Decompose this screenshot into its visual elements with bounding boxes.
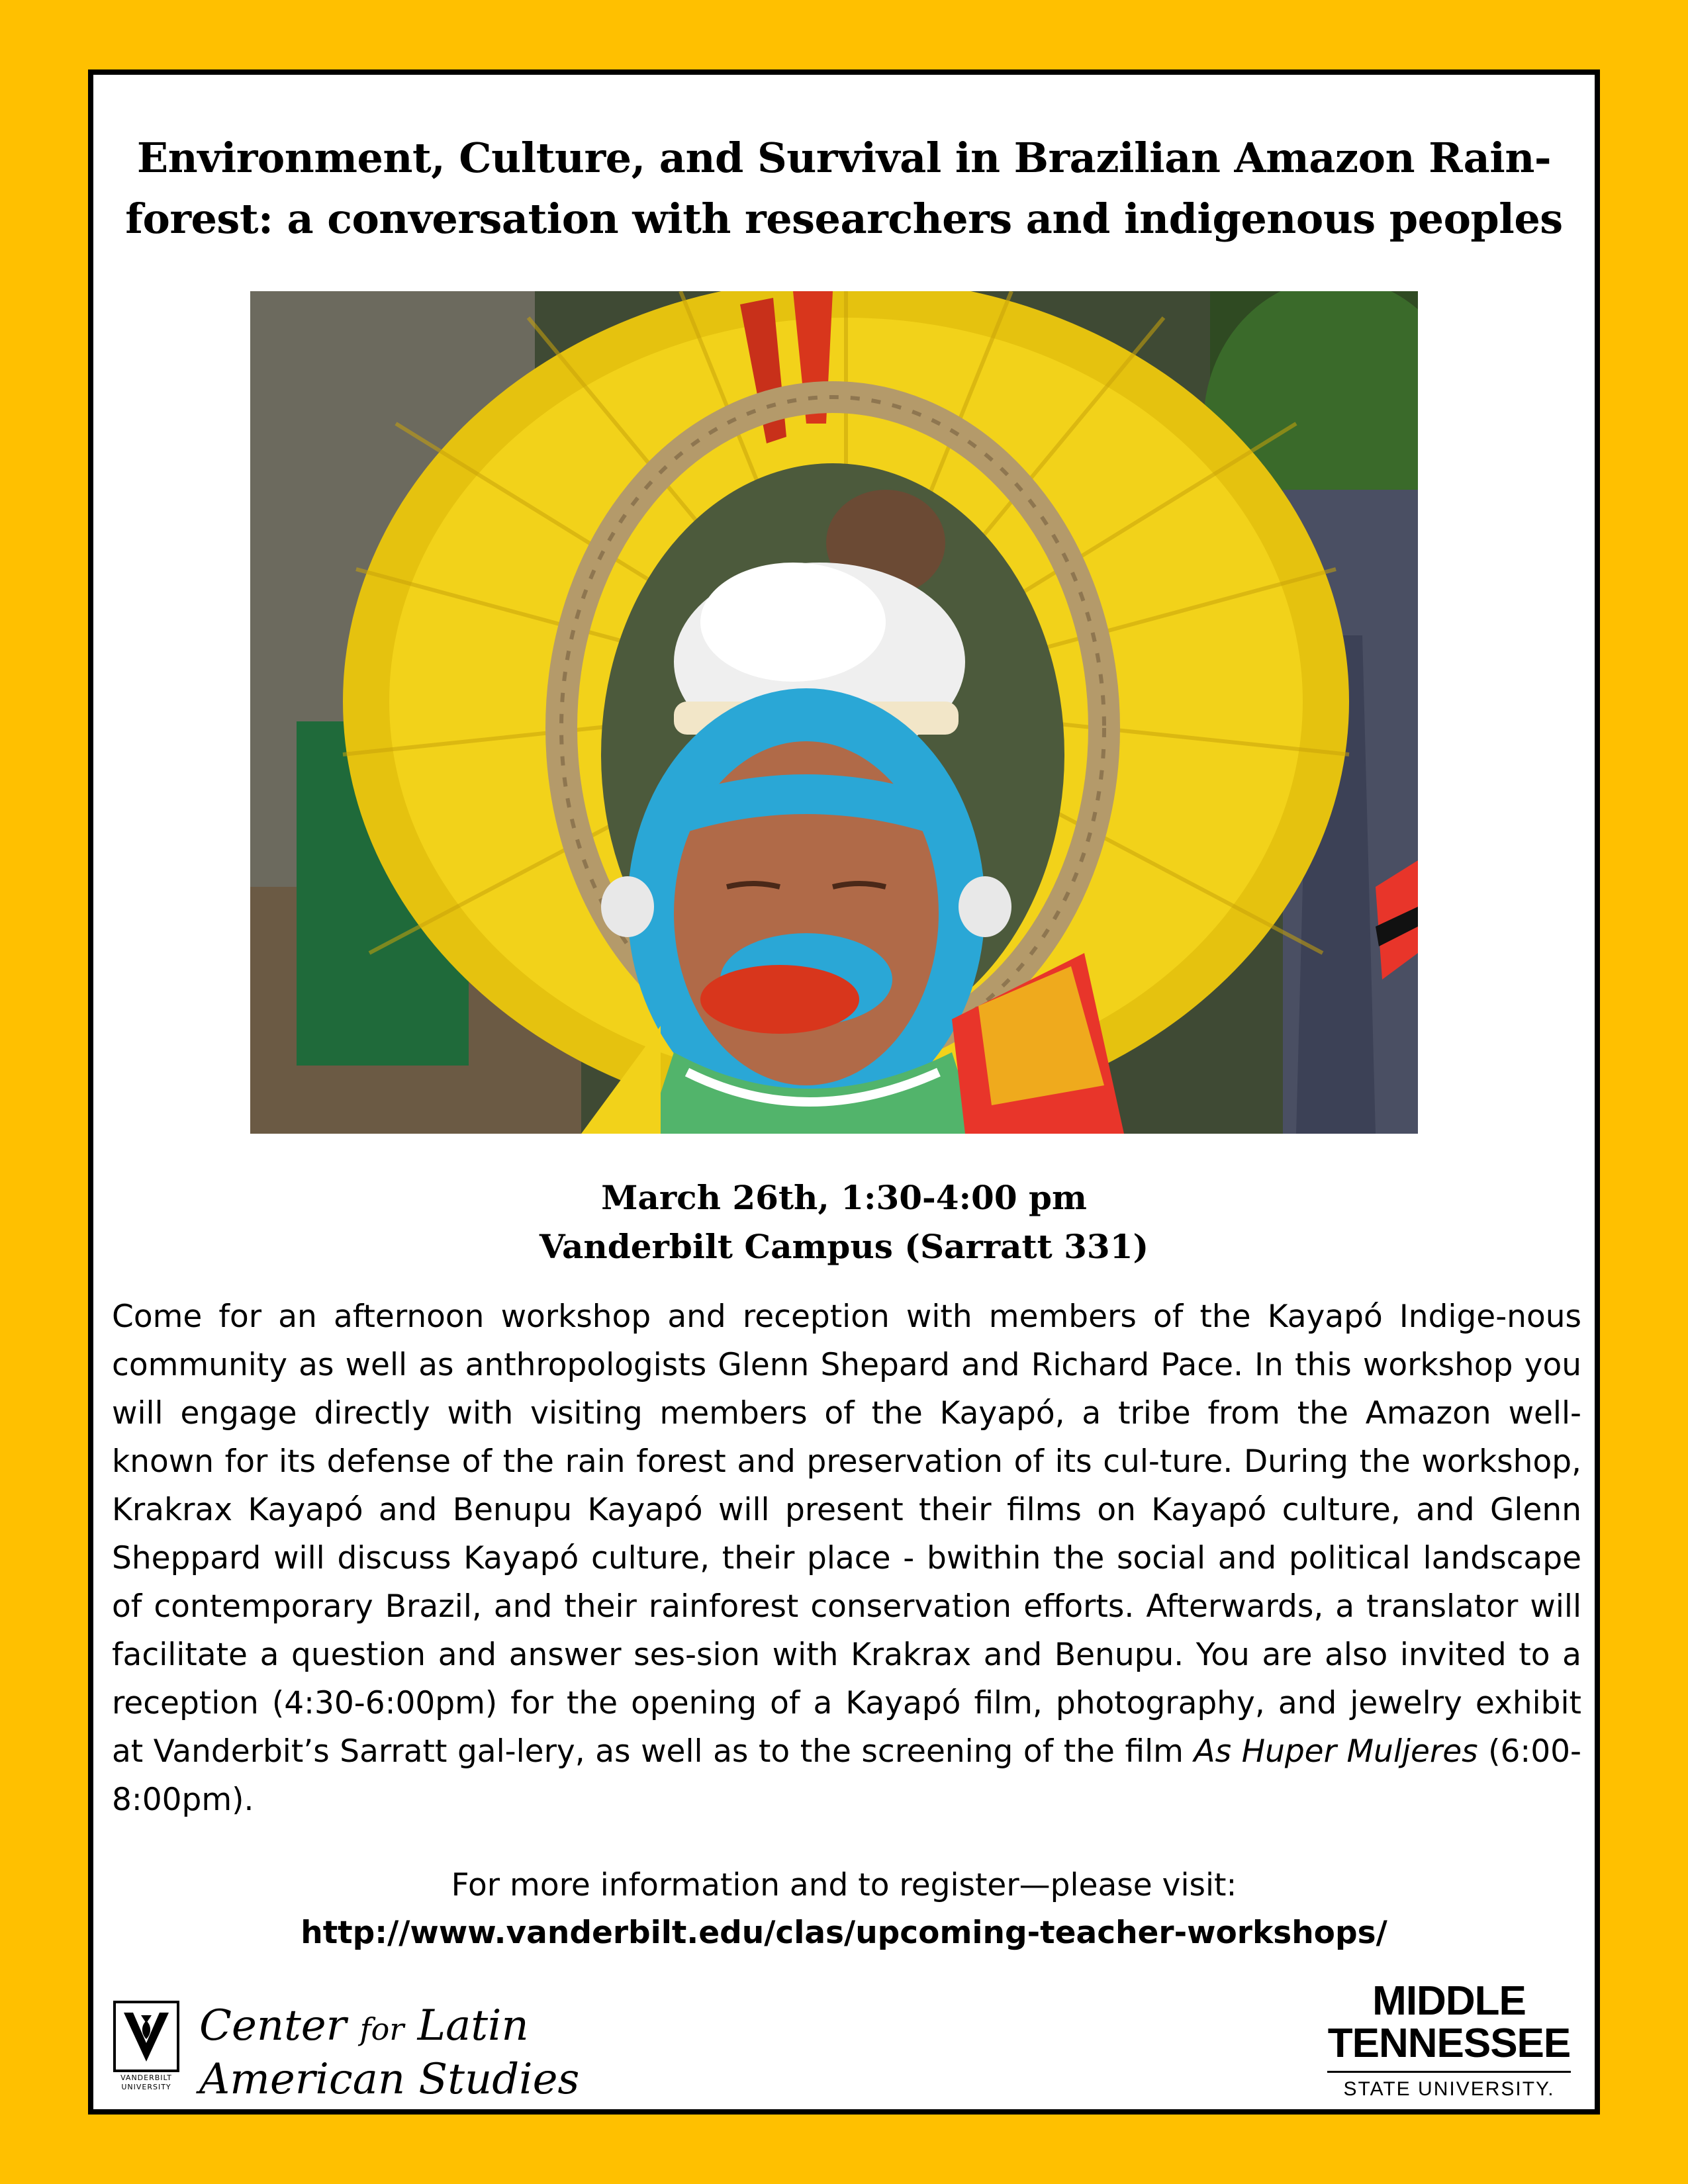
clas-for: for [359,2011,404,2047]
event-title-line-1: Environment, Culture, and Survival in Brazilian Amazon Rain- [136,134,1552,182]
more-info [93,1862,1595,1957]
clas-center: Center [199,2001,360,2050]
registration-link[interactable]: http://www.vanderbilt.edu/clas/upcoming-teacher-workshops/ [301,1915,1387,1951]
event-location: Vanderbilt Campus (Sarratt 331) [539,1227,1149,1266]
mtsu-divider [1327,2071,1571,2073]
vanderbilt-label: VANDERBILT UNIVERSITY [120,2073,172,2091]
description-end: (6:00-8:00pm). [112,1733,1582,1818]
mtsu-state-university: STATE UNIVERSITY. [1343,2078,1555,2100]
mtsu-tennessee: TENNESSEE [1327,2021,1571,2066]
clas-wordmark [199,2001,579,2105]
description-body: Come for an afternoon workshop and reception with members of the Kayapó Indige-nous community as well as anthropologists Glenn Shepard and Richard Pace. In this workshop you will engage directly with visiting members of the Kayapó, a tribe from the Amazon well-known for its defense of the rain forest and preservation of its cul-ture. During the workshop, Krakrax Kayapó and Benupu Kayapó will present their films on Kayapó culture, and Glenn Sheppard will discuss Kayapó culture, their place - bwithin the social and political landscape of contemporary Brazil, and their rainforest conservation efforts. Afterwards, a translator will facilitate a question and answer ses-sion with Krakrax and Benupu. You are also invited to a reception (4:30-6:00pm) for the opening of a Kayapó film, photography, and jewelry exhibit at Vanderbit’s Sarratt gal-lery, as well as to the screening of the film [112,1298,1581,1770]
event-title [93,128,1595,250]
kayapo-headdress-photo [250,291,1418,1134]
film-title: As Huper Muljeres [1194,1733,1478,1770]
flyer-content-frame [88,69,1600,2115]
event-details [93,1173,1595,1271]
event-datetime: March 26th, 1:30-4:00 pm [601,1178,1087,1217]
event-title-line-2: forest: a conversation with researchers and indigenous peoples [125,195,1563,243]
mtsu-logo [1323,1978,1575,2101]
mtsu-middle: MIDDLE [1372,1978,1526,2024]
photo-illustration [250,291,1418,1134]
clas-line-2: American Studies [199,2055,580,2104]
more-info-prompt: For more information and to register—please visit: [451,1867,1237,1903]
clas-line-1 [199,2001,579,2054]
clas-latin: Latin [404,2001,529,2050]
clas-logo [113,2001,580,2104]
event-description [112,1293,1581,1824]
